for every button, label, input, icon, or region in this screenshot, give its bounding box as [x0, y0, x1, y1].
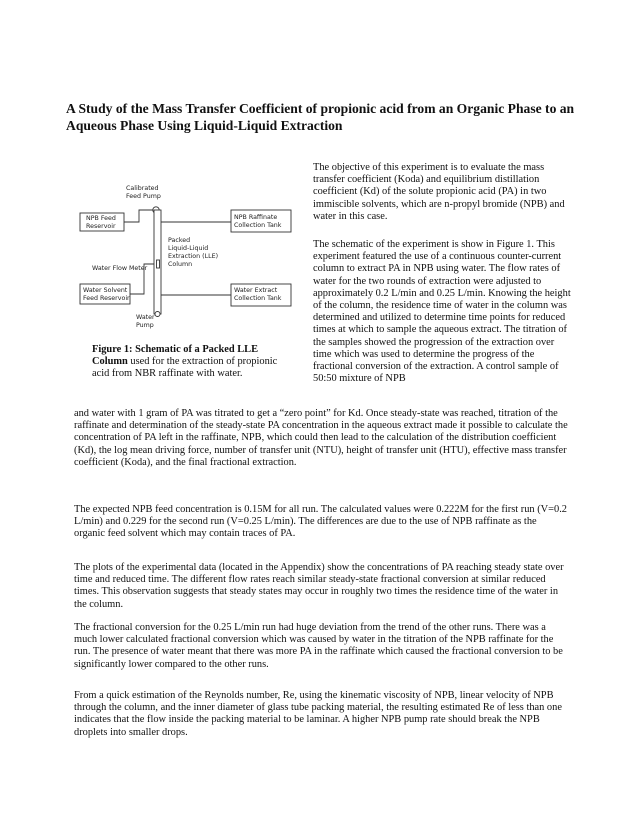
water-extract-label-1: Water Extract: [234, 287, 278, 294]
water-extract-label-2: Collection Tank: [234, 295, 282, 302]
continuation-paragraph: and water with 1 gram of PA was titrated to get a “zero point” for Kd. Once steady-state was reached, titration of the raffinate and determination of the steady-state PA concentration in the aqueous extract made it possible to calculate the concentration of PA left in the raffinate, NPB, which could then lead to the calculation of the distribution coefficient (Kd), the log mean driving force, number of transfer unit (NTU), height of transfer unit (HTU), effective mass transfer coefficient (Koda), and the final fractional extraction.: [74, 408, 568, 468]
calibrated-pump-label-1: Calibrated: [126, 185, 159, 192]
paragraph-fractional-conversion: The fractional conversion for the 0.25 L/min run had huge deviation from the trend of the other runs. There was a much lower calculated fractional conversion which was caused by water in the titration of the NPB raffinate for the run. The presence of water meant that there was more PA in the raffinate which caused the fractional conversion to be significantly lower compared to the other runs.: [74, 622, 563, 670]
lle-schematic-diagram: [74, 180, 310, 330]
paragraph-feed-concentration: The expected NPB feed concentration is 0.15M for all run. The calculated values were 0.222M for the first run (V=0.2 L/min) and 0.229 for the second run (V=0.25 L/min). The differences are due to the use of NPB raffinate as the organic feed solvent which may contain traces of PA.: [74, 504, 568, 540]
paragraph-steady-state: The plots of the experimental data (located in the Appendix) show the concentrations of PA reaching steady state over time and reduced time. The different flow rates reach similar steady-state fractional conversion at similar reduced times. This observation suggests that steady states may occur in roughly two times the residence time of the water in the column.: [74, 562, 564, 610]
column-label-4: Column: [168, 261, 193, 268]
flow-meter-label: Water Flow Meter: [92, 265, 148, 272]
water-pump-label-2: Pump: [136, 322, 154, 329]
figure-caption-rest: used for the extraction of propionic acid from NBR raffinate with water.: [92, 356, 278, 380]
schematic-paragraph: The schematic of the experiment is show in Figure 1. This experiment featured the use of a continuous counter-current column to extract PA in NPB using water. The flow rates of water for the two rounds of extraction were adjusted to approximately 0.2 L/min and 0.25 L/min. Knowing the height of the column, the residence time of water in the column was determined and utilized to determine time points for reduced times at which to sample the aqueous extract. The titration of the samples showed the progression of the extraction over time which was used to determine the progress of the fractional conversion of the extraction. A control sample of 50:50 mixture of NPB: [313, 239, 571, 385]
npb-raffinate-label-1: NPB Raffinate: [234, 214, 278, 221]
column-label-1: Packed: [168, 237, 191, 244]
npb-feed-label-2: Reservoir: [86, 223, 116, 230]
calibrated-pump-label-2: Feed Pump: [126, 193, 161, 200]
npb-feed-label-1: NPB Feed: [86, 215, 116, 222]
column-label-2: Liquid-Liquid: [168, 245, 209, 252]
figure-caption: [92, 344, 292, 381]
water-solvent-label-1: Water Solvent: [83, 287, 128, 294]
flow-meter-icon: [157, 260, 160, 268]
figure-caption-bold: Figure 1: Schematic of a Packed LLE Column: [92, 344, 259, 368]
column-label-3: Extraction (LLE): [168, 253, 219, 260]
intro-paragraph: [313, 162, 571, 231]
feed-line: [124, 210, 153, 222]
paragraph-reynolds-number: From a quick estimation of the Reynolds number, Re, using the kinematic viscosity of NPB, linear velocity of NPB through the column, and the inner diameter of glass tube packing material, the resulting estimated Re of less than one indicates that the flow inside the packing material to be laminar. A higher NPB pump rate should break the NPB droplets into smaller drops.: [74, 690, 562, 738]
objective-text: The objective of this experiment is to evaluate the mass transfer coefficient (Koda) and equilibrium distillation coefficient (Kd) of the solute propionic acid (PA) in two immiscible solvents, which are n-propyl bromide (NPB) and water in this case.: [313, 162, 565, 222]
water-pump-label-1: Water: [136, 314, 155, 321]
water-solvent-label-2: Feed Reservoir: [83, 295, 130, 302]
paper-title: A Study of the Mass Transfer Coefficient of propionic acid from an Organic Phase to an Aqueous Phase Using Liquid-Liquid Extraction: [66, 101, 575, 133]
npb-raffinate-label-2: Collection Tank: [234, 222, 282, 229]
water-pump-icon: [155, 312, 160, 317]
